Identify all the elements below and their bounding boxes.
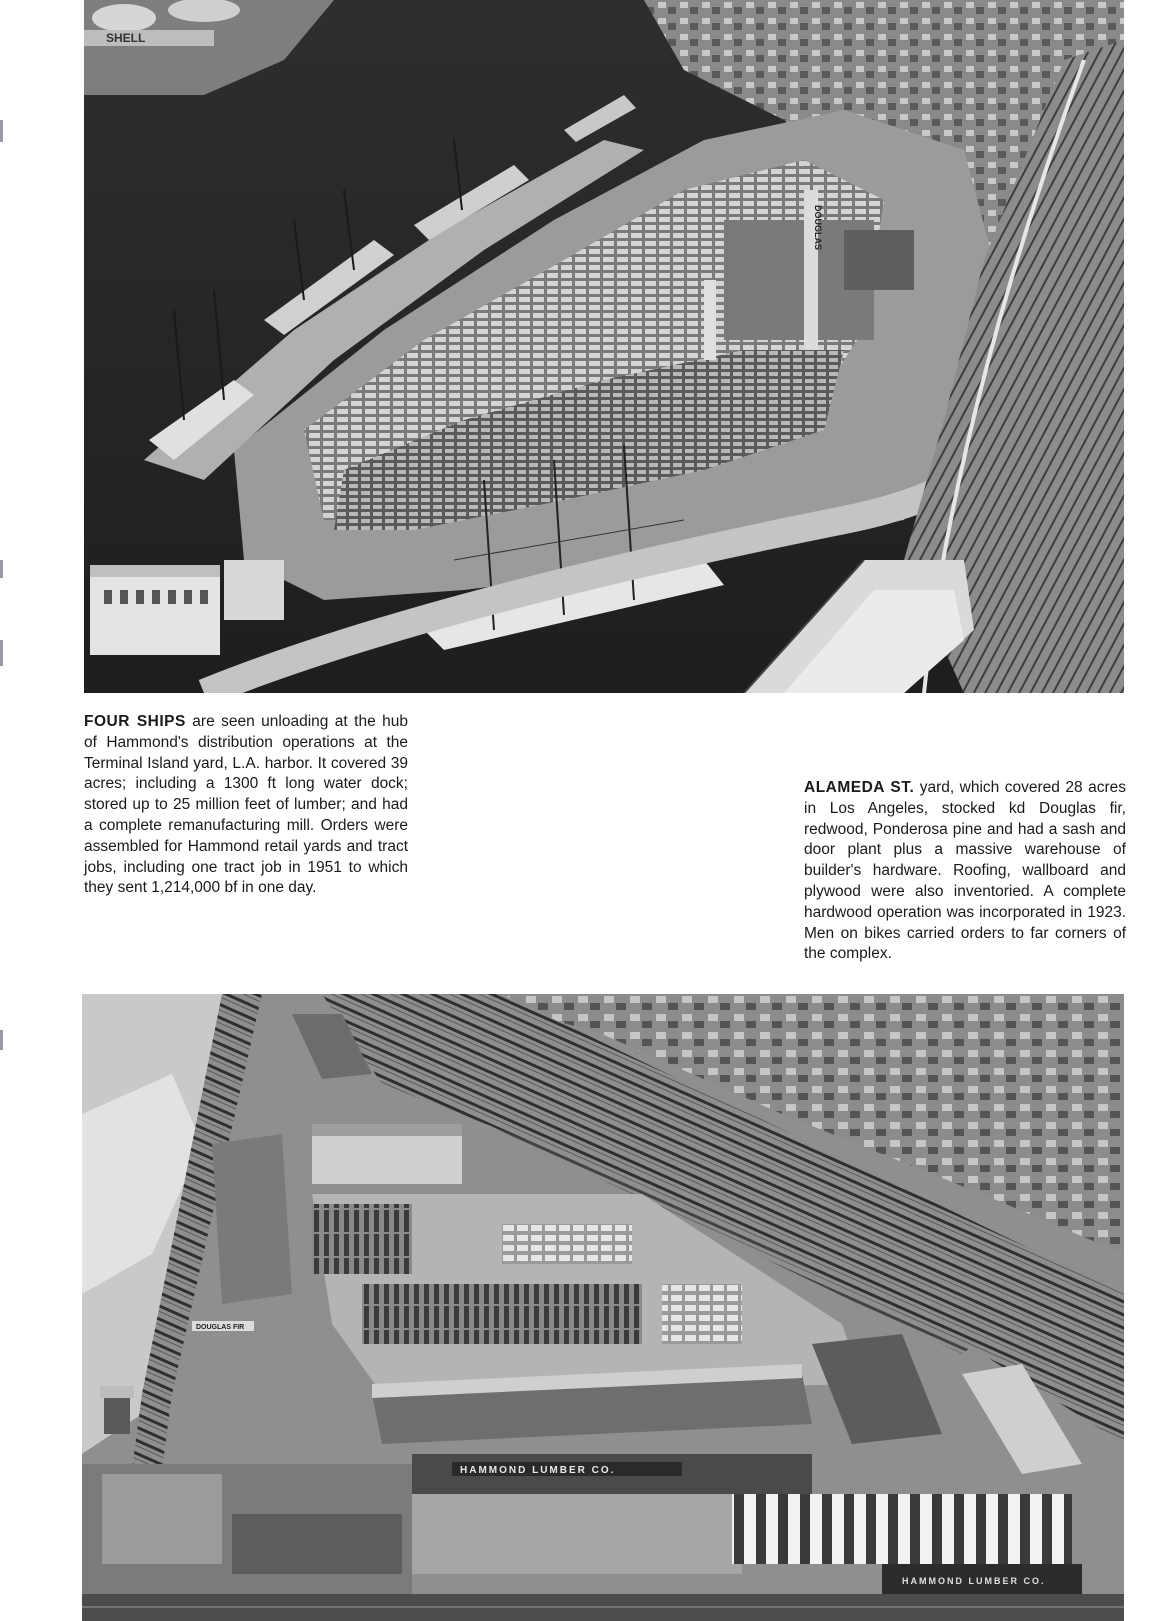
douglas-fir-sign: DOUGLAS FIR bbox=[196, 1324, 245, 1331]
terminal-island-aerial-photo bbox=[84, 0, 1124, 693]
alameda-st-photo-drawing bbox=[82, 994, 1124, 1621]
caption-terminal-island bbox=[84, 712, 408, 899]
caption-alameda-st-lead: ALAMEDA ST. bbox=[804, 779, 915, 796]
hammond-lumber-sign-main: HAMMOND LUMBER CO. bbox=[460, 1465, 616, 1476]
douglas-tower-sign: DOUGLAS bbox=[813, 205, 823, 250]
page-edge-mark bbox=[0, 1030, 3, 1050]
caption-alameda-st-body: yard, which covered 28 acres in Los Angeles, stocked kd Douglas fir, redwood, Ponderosa pine and had a sash and door plant plus a massive warehouse of builder's hardware. Roofing, wallboard and plywood were also inventoried. A complete hardwood operation was incorporated in 1923. Men on bikes carried orders to far corners of the complex. bbox=[804, 779, 1126, 963]
hammond-lumber-sign-right: HAMMOND LUMBER CO. bbox=[902, 1576, 1046, 1586]
page-edge-mark bbox=[0, 560, 3, 578]
page-edge-mark bbox=[0, 120, 3, 142]
shell-sign: SHELL bbox=[106, 31, 146, 45]
page-edge-mark bbox=[0, 640, 3, 666]
caption-terminal-island-body: are seen unloading at the hub of Hammond's distribution operations at the Terminal Island yard, L.A. harbor. It covered 39 acres; including a 1300 ft long water dock; stored up to 25 million feet of lumber; and had a complete remanufacturing mill. Orders were assembled for Hammond retail yards and tract jobs, including one tract job in 1951 to which they sent 1,214,000 bf in one day. bbox=[84, 713, 408, 897]
caption-terminal-island-lead: FOUR SHIPS bbox=[84, 713, 186, 730]
alameda-st-aerial-photo bbox=[82, 994, 1124, 1621]
caption-alameda-st bbox=[804, 778, 1126, 965]
terminal-island-photo-drawing bbox=[84, 0, 1124, 693]
